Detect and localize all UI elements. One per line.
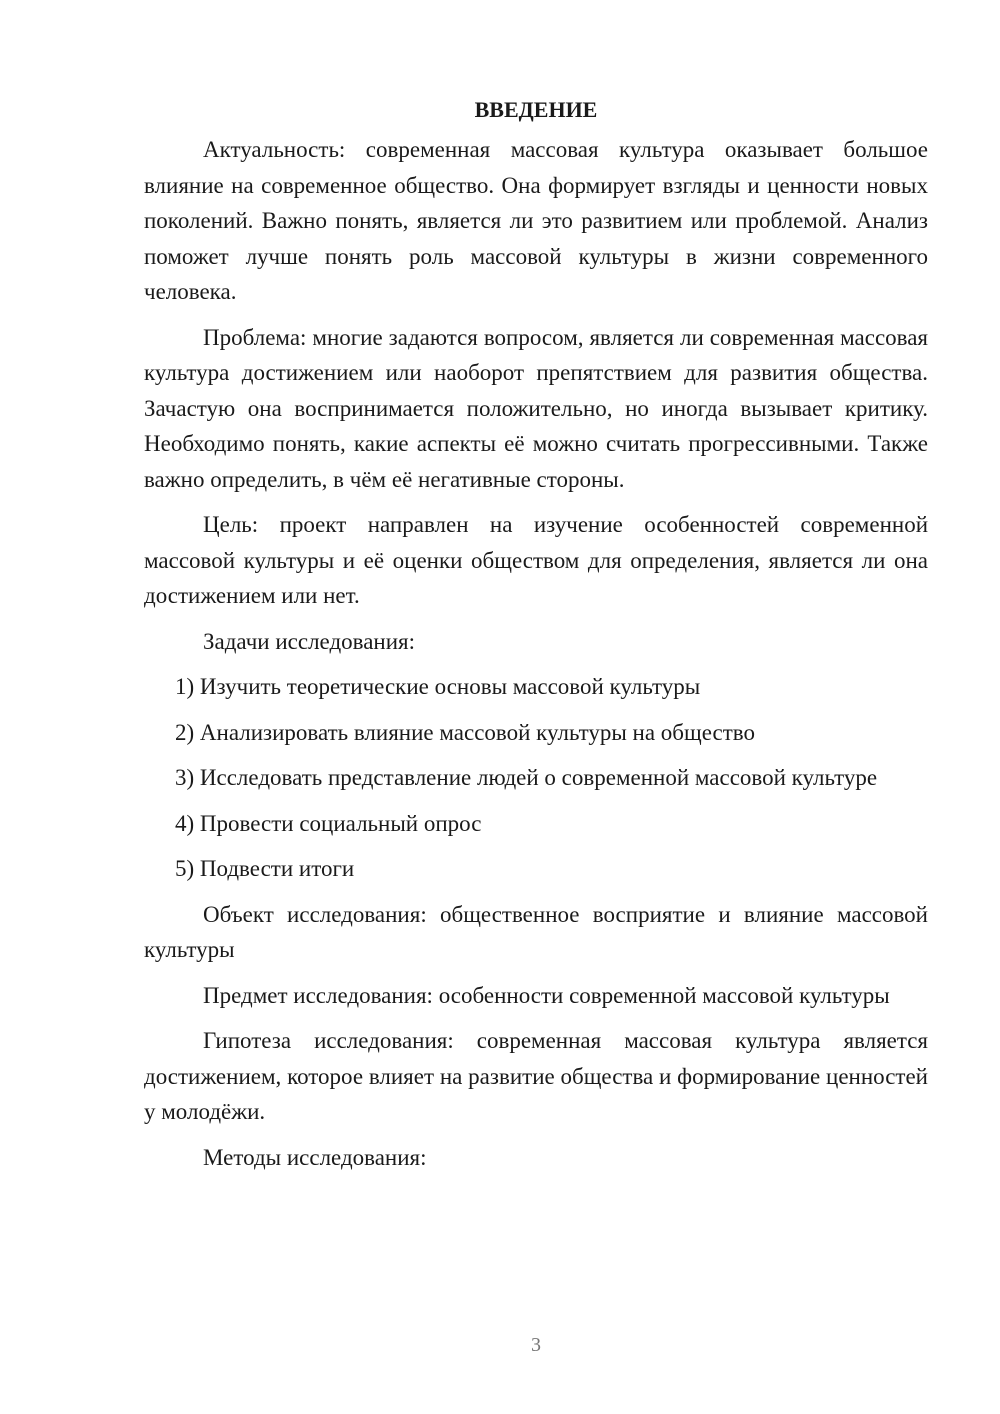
tasks-heading: Задачи исследования: <box>203 628 416 654</box>
section-title: ВВЕДЕНИЕ <box>474 97 598 122</box>
relevance-paragraph: Актуальность: современная массовая культура оказывает большое влияние на современное общество. Она формирует взгляды и ценности новых поколений. Важно понять, является ли это развитием или проблемой. Анализ поможет лучше понять роль массовой культуры в жизни современного человека. <box>144 137 928 304</box>
goal-paragraph: Цель: проект направлен на изучение особенностей современной массовой культуры и её оценки обществом для определения, является ли она достижением или нет. <box>144 512 928 608</box>
task-item: 5) Подвести итоги <box>175 856 355 881</box>
methods-heading: Методы исследования: <box>203 1144 427 1170</box>
page-number: 3 <box>531 1334 541 1356</box>
task-item: 3) Исследовать представление людей о современной массовой культуре <box>175 765 878 790</box>
task-item: 2) Анализировать влияние массовой культуры на общество <box>175 719 755 745</box>
subject-paragraph: Предмет исследования: особенности современной массовой культуры <box>203 982 890 1008</box>
task-item: 1) Изучить теоретические основы массовой культуры <box>175 674 701 699</box>
object-paragraph: Объект исследования: общественное восприятие и влияние массовой культуры <box>144 901 928 962</box>
page-content <box>144 94 928 1185</box>
hypothesis-paragraph: Гипотеза исследования: современная массовая культура является достижением, которое влияет на развитие общества и формирование ценностей у молодёжи. <box>144 1028 928 1124</box>
task-item: 4) Провести социальный опрос <box>175 810 482 836</box>
problem-paragraph: Проблема: многие задаются вопросом, является ли современная массовая культура достижением или наоборот препятствием для развития общества. Зачастую она воспринимается положительно, но иногда вызывает критику. Необходимо понять, какие аспекты её можно считать прогрессивными. Также важно определить, в чём её негативные стороны. <box>144 324 928 492</box>
